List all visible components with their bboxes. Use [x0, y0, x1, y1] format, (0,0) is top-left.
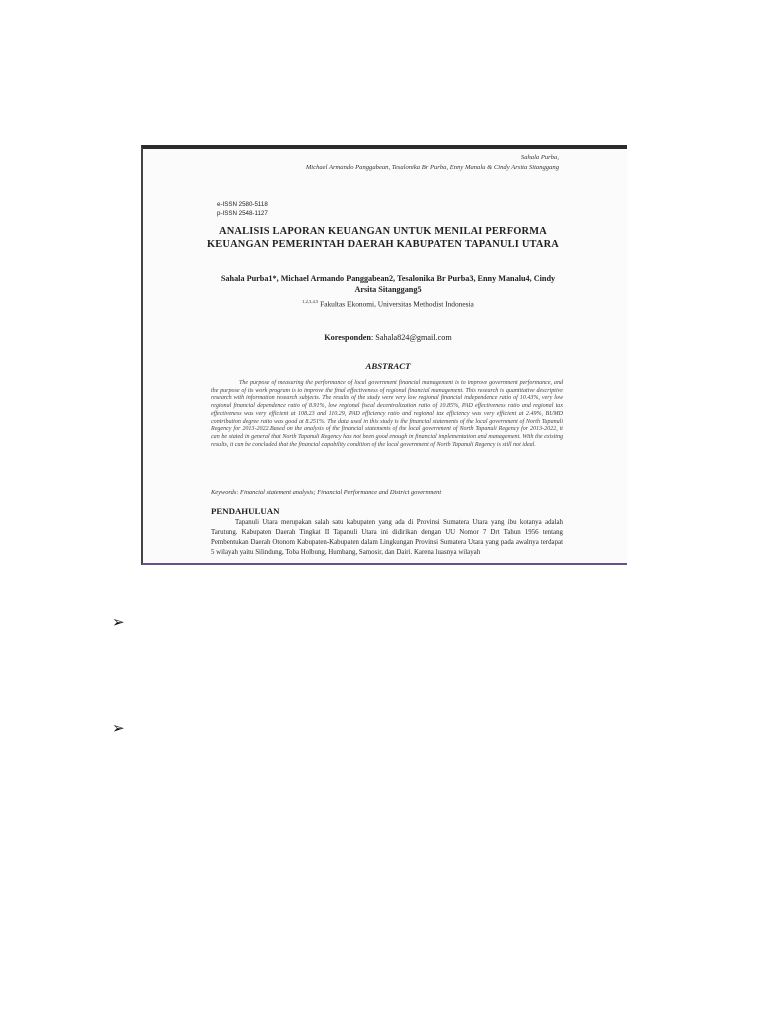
p-issn: p-ISSN 2548-1127	[217, 210, 268, 217]
abstract-body: The purpose of measuring the performance of local government financial management is to improve government performance, and the purpose of its work program is to improve the final effectiveness of regional financial management. This research is quantitative descriptive research with information research subjects. The results of the study were very low regional financial independence ratio of 10.43%, very low regional financial dependence ratio of 8.91%, low regional fiscal decentralization ratio of 10.85%, PAD effectiveness ratio and regional tax effectiveness was very efficient at 108.23 and 110.29, PAD efficiency ratio and regional tax efficiency was very efficient at 2.49%, BUMD contribution degree ratio was good at 8.251%. The data used in this study is the financial statements of the local government of North Tapanuli Regency for 2013-2022.Based on the analysis of the financial statements of the local government of North Tapanuli Regency for 2013-2022, it can be stated in general that North Tapanuli Regency has not been good enough in financial implementation and management. With the existing results, it can be concluded that the financial capability condition of the local government of North Tapanuli Regency is still not ideal.	[211, 380, 563, 448]
running-header	[159, 153, 559, 173]
correspondent-email: : Sahala824@gmail.com	[370, 333, 452, 342]
header-coauthors: Michael Armando Panggabean, Tesalonika Br Purba, Enny Manalu & Cindy Arsita Sitanggang	[305, 164, 559, 171]
abstract-heading: ABSTRACT	[365, 361, 411, 371]
paper-title: ANALISIS LAPORAN KEUANGAN UNTUK MENILAI PERFORMA KEUANGAN PEMERINTAH DAERAH KABUPATEN TAPANULI UTARA	[206, 226, 560, 250]
affiliation-text: Fakultas Ekonomi, Universitas Methodist Indonesia	[320, 299, 474, 309]
e-issn: e-ISSN 2580-5118	[217, 201, 268, 208]
paper-affiliation	[213, 299, 563, 308]
arrow-bullet-icon: ➢	[112, 719, 125, 737]
paper-screenshot-image	[141, 145, 627, 565]
arrow-bullet-icon: ➢	[112, 613, 125, 631]
section-heading: PENDAHULUAN	[211, 506, 280, 516]
header-author: Sahala Purba,	[520, 154, 559, 161]
paper-authors: Sahala Purba1*, Michael Armando Panggabean2, Tesalonika Br Purba3, Enny Manalu4, Cindy Arsita Sitanggang5	[220, 274, 556, 294]
section-body: Tapanuli Utara merupakan salah satu kabupaten yang ada di Provinsi Sumatera Utara yang ibu kotanya adalah Tarutung. Kabupaten Daerah Tingkat II Tapanuli Utara ini didirikan dengan UU Nomor 7 Drt Tahun 1956 tentang Pembentukan Daerah Otonom Kabupaten-Kabupaten dalam Lingkungan Provinsi Sumatera Utara yang pada awalnya terdapat 5 wilayah yaitu Silindung, Toba Holbung, Humbang, Samosir, dan Dairi. Karena luasnya wilayah	[211, 519, 563, 556]
issn-block	[217, 200, 268, 218]
correspondent-label: Koresponden	[324, 333, 371, 342]
correspondent-line	[213, 333, 563, 342]
keywords-line: Keywords: Financial statement analysis; Financial Performance and District government	[211, 489, 442, 496]
affiliation-marks: 1,2,3,4,5	[302, 299, 319, 304]
